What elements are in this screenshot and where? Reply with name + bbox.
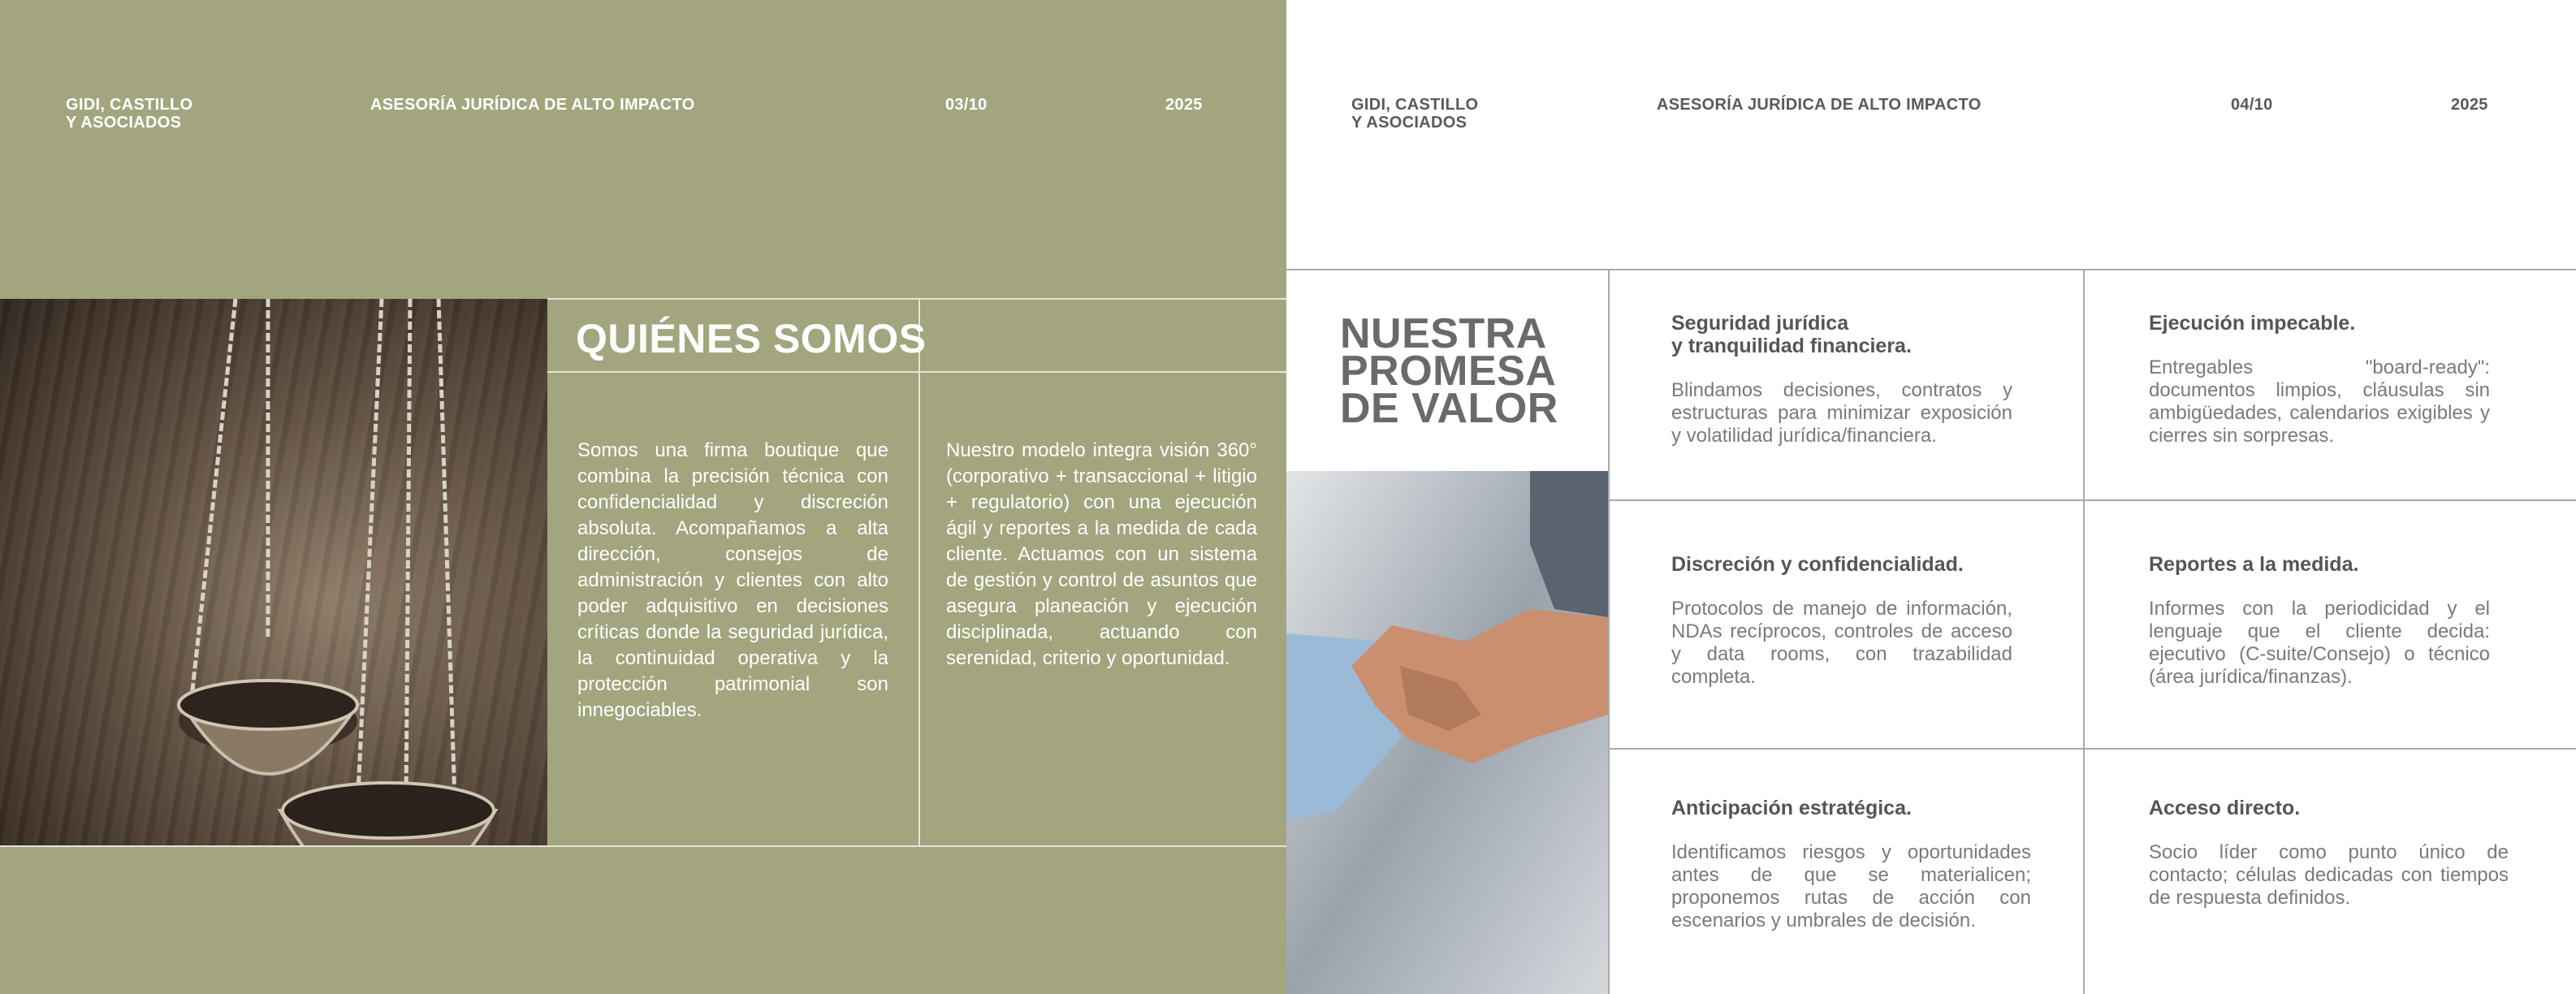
divider-column (918, 299, 920, 846)
value-card-title: Reportes a la medida. (2149, 553, 2359, 576)
value-card-title: Discreción y confidencialidad. (1671, 553, 1964, 576)
section-title: QUIÉNES SOMOS (576, 316, 927, 361)
value-card-body: Entregables "board-ready": documentos limpios, cláusulas sin ambigüedades, calendarios exigibles y cierres sin sorpresas. (2149, 357, 2490, 447)
page-number: 03/10 (945, 96, 988, 114)
page-number-right: 04/10 (2231, 96, 2273, 114)
handshake-image (1286, 471, 1608, 994)
value-card-body: Identificamos riesgos y oportunidades antes de que se materialicen; proponemos rutas de acción con escenarios y umbrales de decisión. (1671, 841, 2031, 931)
promise-title-line-3: DE VALOR (1340, 385, 1558, 432)
header-year-right: 2025 (2451, 96, 2488, 114)
value-card-6 (2149, 797, 2509, 910)
value-card-4 (2149, 553, 2490, 689)
value-card-2 (2149, 312, 2490, 447)
divider-top (547, 298, 1286, 300)
grid-line-col-1 (1608, 270, 1610, 994)
value-card-3 (1671, 553, 2012, 689)
intro-paragraph: Somos una firma boutique que combina la precisión técnica con confidencialidad y discreción absoluta. Acompañamos a alta dirección, consejos de administración y clientes con alto poder adquisitivo en decisiones críticas donde la seguridad jurídica, la continuidad operativa y la protección patrimonial son innegociables. (577, 439, 888, 721)
value-card-body: Socio líder como punto único de contacto; células dedicadas con tiempos de respuesta definidos. (2149, 841, 2509, 909)
grid-line-col-2 (2083, 270, 2085, 994)
firm-name-line-2: Y ASOCIADOS (1351, 114, 1467, 132)
value-card-1 (1671, 312, 2012, 447)
header-tagline-right: ASESORÍA JURÍDICA DE ALTO IMPACTO (1657, 96, 1982, 114)
firm-name-line-1: GIDI, CASTILLO (66, 96, 193, 114)
firm-name-line-1: GIDI, CASTILLO (1351, 96, 1479, 114)
value-card-body: Protocolos de manejo de información, NDAs recíprocos, controles de acceso y data rooms, con trazabilidad completa. (1671, 598, 2012, 688)
scales-of-justice-image (0, 299, 547, 846)
divider-bottom (0, 845, 1286, 847)
value-card-5 (1671, 797, 2031, 932)
firm-name (66, 96, 192, 132)
header-tagline: ASESORÍA JURÍDICA DE ALTO IMPACTO (370, 96, 695, 114)
value-card-title: Ejecución impecable. (2149, 312, 2356, 335)
header-year: 2025 (1165, 96, 1203, 114)
value-card-body: Informes con la periodicidad y el lenguaje que el cliente decida: ejecutivo (C-suite/Consejo) o técnico (área jurídica/finanzas). (2149, 598, 2490, 688)
value-card-title: Seguridad jurídica y tranquilidad financiera. (1671, 312, 1912, 357)
firm-name-line-2: Y ASOCIADOS (66, 114, 182, 132)
value-card-body: Blindamos decisiones, contratos y estructuras para minimizar exposición y volatilidad jurídica/financiera. (1671, 379, 2012, 447)
value-card-title: Anticipación estratégica. (1671, 797, 1912, 819)
grid-line-top (1286, 269, 2576, 270)
grid-line-row-1 (1608, 499, 2576, 501)
promise-title (1340, 310, 1558, 432)
value-card-title: Acceso directo. (2149, 797, 2301, 819)
promise-title-line-2: PROMESA (1340, 348, 1557, 395)
model-paragraph: Nuestro modelo integra visión 360° (corporativo + transaccional + litigio + regulatorio) con una ejecución ágil y reportes a la medida de cada cliente. Actuamos con un sistema de gestión y control de asuntos que asegura planeación y ejecución disciplinada, actuando con serenidad, criterio y oportunidad. (946, 439, 1257, 669)
firm-name-right (1351, 96, 1478, 132)
promise-title-line-1: NUESTRA (1340, 310, 1547, 357)
divider-title (547, 371, 1286, 373)
grid-line-row-2 (1608, 748, 2576, 750)
